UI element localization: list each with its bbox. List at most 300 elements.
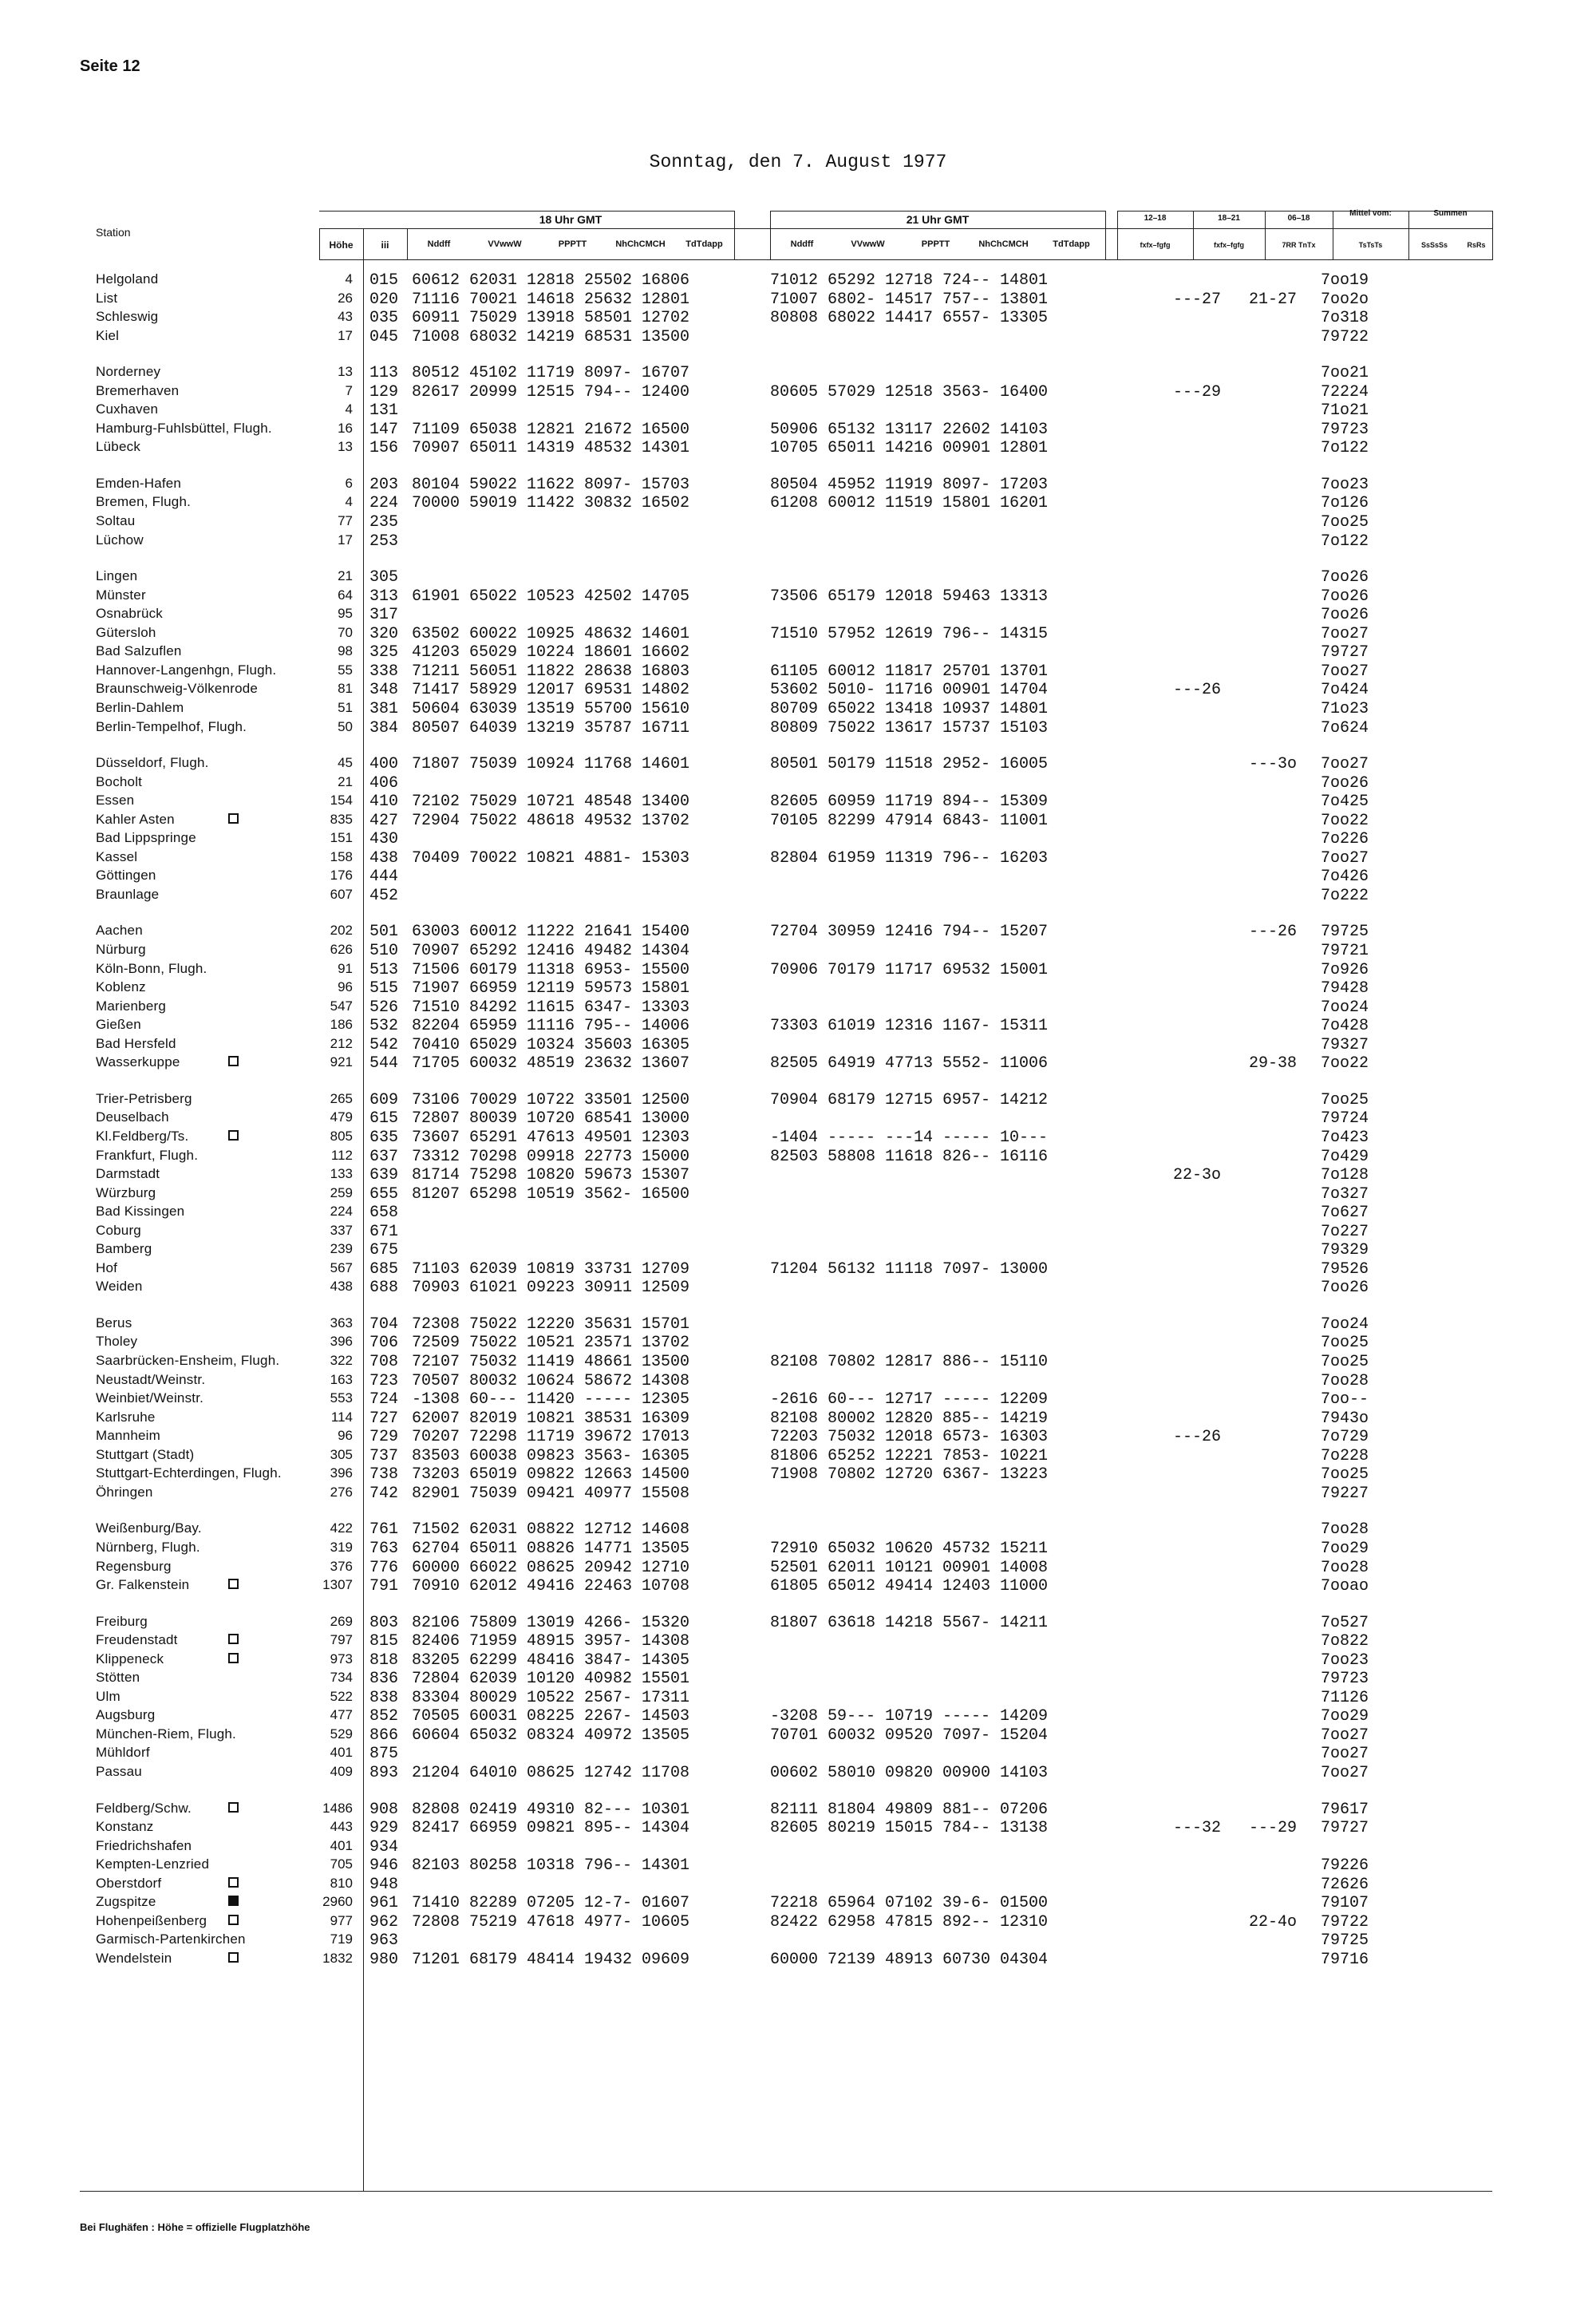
obs-21-utc: 72203 75032 12018 6573- 16303 (770, 1428, 1049, 1446)
station-name: Weißenburg/Bay. (96, 1520, 202, 1536)
station-id: 438 (369, 849, 399, 868)
precip-temp-06-18: 7o227 (1320, 1223, 1369, 1241)
precip-temp-06-18: 7oo25 (1320, 1353, 1369, 1371)
obs-21-utc: 82804 61959 11319 796-- 16203 (770, 849, 1049, 868)
obs-18-utc: 71502 62031 08822 12712 14608 (412, 1520, 690, 1539)
table-row (0, 681, 1596, 699)
station-height: 477 (330, 1707, 353, 1722)
table-row (0, 494, 1596, 512)
precip-temp-06-18: 7o822 (1320, 1632, 1369, 1651)
station-id: 836 (369, 1670, 399, 1688)
precip-temp-06-18: 7oo28 (1320, 1372, 1369, 1390)
station-height: 438 (330, 1279, 353, 1294)
station-name: Bad Kissingen (96, 1204, 185, 1219)
obs-18-utc: -1308 60--- 11420 ----- 12305 (412, 1390, 690, 1409)
table-row (0, 998, 1596, 1017)
divider-21-end (1105, 211, 1106, 260)
table-row (0, 1204, 1596, 1222)
table-row (0, 309, 1596, 327)
station-id: 305 (369, 568, 399, 587)
station-name: Bremen, Flugh. (96, 494, 192, 509)
station-height: 55 (338, 662, 353, 678)
station-height: 176 (330, 868, 353, 883)
station-name: Hof (96, 1260, 118, 1275)
station-id: 791 (369, 1577, 399, 1595)
station-name: Göttingen (96, 868, 156, 883)
table-row (0, 1876, 1596, 1894)
station-id: 637 (369, 1148, 399, 1166)
station-height: 401 (330, 1745, 353, 1760)
header-18-col-4: NhChCMCH (615, 239, 666, 249)
station-marker-icon (228, 1653, 239, 1663)
obs-18-utc: 21204 64010 08625 12742 11708 (412, 1764, 690, 1782)
obs-21-utc: 53602 5010- 11716 00901 14704 (770, 681, 1049, 699)
obs-18-utc: 72509 75022 10521 23571 13702 (412, 1334, 690, 1352)
obs-18-utc: 83304 80029 10522 2567- 17311 (412, 1689, 690, 1707)
station-name: Stuttgart-Echterdingen, Flugh. (96, 1465, 282, 1481)
table-row (0, 1707, 1596, 1726)
station-name: Helgoland (96, 271, 159, 287)
table-row (0, 1223, 1596, 1241)
station-marker-icon (228, 1802, 239, 1813)
table-row (0, 439, 1596, 457)
table-row (0, 568, 1596, 587)
station-marker-icon (228, 1634, 239, 1644)
station-name: Trier-Petrisberg (96, 1091, 192, 1106)
station-height: 26 (338, 291, 353, 306)
obs-18-utc: 82204 65959 11116 795-- 14006 (412, 1017, 690, 1035)
table-row (0, 625, 1596, 643)
obs-21-utc: 72218 65964 07102 39-6- 01500 (770, 1894, 1049, 1912)
table-row (0, 1129, 1596, 1147)
obs-21-utc: 82605 60959 11719 894-- 15309 (770, 793, 1049, 811)
station-name: Bamberg (96, 1241, 152, 1256)
station-name: Lingen (96, 568, 138, 583)
station-height: 114 (330, 1409, 353, 1425)
obs-21-utc: 82422 62958 47815 892-- 12310 (770, 1913, 1049, 1931)
header-summen: Summen (1433, 209, 1468, 218)
header-t1: 12–18 (1144, 214, 1167, 223)
station-name: Passau (96, 1764, 142, 1779)
station-id: 685 (369, 1260, 399, 1279)
table-row (0, 793, 1596, 811)
table-row (0, 812, 1596, 830)
obs-18-utc: 60604 65032 08324 40972 13505 (412, 1726, 690, 1745)
precip-temp-06-18: 7oo27 (1320, 849, 1369, 868)
precip-temp-06-18: 7o428 (1320, 1017, 1369, 1035)
table-row (0, 1726, 1596, 1745)
obs-18-utc: 72808 75219 47618 4977- 10605 (412, 1913, 690, 1931)
station-id: 410 (369, 793, 399, 811)
station-id: 724 (369, 1390, 399, 1409)
obs-18-utc: 82406 71959 48915 3957- 14308 (412, 1632, 690, 1651)
table-row (0, 1353, 1596, 1371)
table-row (0, 887, 1596, 905)
station-name: Düsseldorf, Flugh. (96, 755, 209, 770)
station-height: 112 (330, 1148, 353, 1163)
precip-temp-06-18: 7o126 (1320, 494, 1369, 512)
obs-18-utc: 70000 59019 11422 30832 16502 (412, 494, 690, 512)
table-row (0, 1651, 1596, 1670)
obs-21-utc: 80501 50179 11518 2952- 16005 (770, 755, 1049, 773)
obs-21-utc: 71908 70802 12720 6367- 13223 (770, 1465, 1049, 1484)
station-id: 235 (369, 513, 399, 532)
station-height: 401 (330, 1838, 353, 1853)
header-mittel: Mittel vom: (1349, 209, 1392, 218)
station-height: 973 (330, 1651, 353, 1666)
station-id: 962 (369, 1913, 399, 1931)
precip-temp-06-18: 7oo24 (1320, 998, 1369, 1017)
station-name: List (96, 291, 118, 306)
header-bottom-rule (319, 259, 1492, 260)
precip-temp-06-18: 7o627 (1320, 1204, 1369, 1222)
precip-temp-06-18: 7o426 (1320, 868, 1369, 886)
station-id: 893 (369, 1764, 399, 1782)
obs-21-utc: 50906 65132 13117 22602 14103 (770, 421, 1049, 439)
obs-21-utc: 80504 45952 11919 8097- 17203 (770, 476, 1049, 494)
table-row (0, 383, 1596, 401)
station-id: 020 (369, 291, 399, 309)
precip-temp-06-18: 7oo19 (1320, 271, 1369, 290)
precip-temp-06-18: 7o128 (1320, 1166, 1369, 1184)
obs-18-utc: 70907 65011 14319 48532 14301 (412, 439, 690, 457)
page-date: Sonntag, den 7. August 1977 (649, 152, 947, 172)
header-18-col-1: Nddff (427, 239, 451, 249)
obs-18-utc: 63502 60022 10925 48632 14601 (412, 625, 690, 643)
table-row (0, 1109, 1596, 1128)
station-height: 45 (338, 755, 353, 770)
table-row (0, 868, 1596, 886)
precip-temp-06-18: 7oo28 (1320, 1520, 1369, 1539)
station-name: Stötten (96, 1670, 140, 1685)
station-id: 980 (369, 1951, 399, 1969)
station-height: 305 (330, 1447, 353, 1462)
table-row (0, 1894, 1596, 1912)
station-id: 406 (369, 774, 399, 793)
station-marker-icon (228, 813, 239, 824)
station-name: Feldberg/Schw. (96, 1801, 192, 1816)
obs-18-utc: 71116 70021 14618 25632 12801 (412, 291, 690, 309)
precip-temp-06-18: 79723 (1320, 1670, 1369, 1688)
obs-21-utc: 82108 80002 12820 885-- 14219 (770, 1409, 1049, 1428)
header-21-uhr: 21 Uhr GMT (906, 213, 970, 226)
station-name: Wasserkuppe (96, 1054, 180, 1069)
header-top-rule (319, 211, 734, 212)
precip-temp-06-18: 79226 (1320, 1856, 1369, 1875)
station-name: Hamburg-Fuhlsbüttel, Flugh. (96, 421, 272, 436)
gust-12-18: ---32 (1172, 1819, 1221, 1837)
station-id: 129 (369, 383, 399, 401)
station-height: 977 (330, 1913, 353, 1928)
table-row (0, 1764, 1596, 1782)
header-sub-mittel: TsTsTs (1358, 241, 1383, 249)
obs-21-utc: 82505 64919 47713 5552- 11006 (770, 1054, 1049, 1073)
precip-temp-06-18: 71o23 (1320, 700, 1369, 718)
station-id: 320 (369, 625, 399, 643)
table-row (0, 643, 1596, 662)
precip-temp-06-18: 79329 (1320, 1241, 1369, 1259)
station-name: Bad Lippspringe (96, 830, 196, 845)
obs-18-utc: 70409 70022 10821 4881- 15303 (412, 849, 690, 868)
precip-temp-06-18: 79722 (1320, 328, 1369, 346)
precip-temp-06-18: 7o423 (1320, 1129, 1369, 1147)
station-marker-icon (228, 1915, 239, 1925)
station-name: Hohenpeißenberg (96, 1913, 207, 1928)
obs-21-utc: -1404 ----- ---14 ----- 10--- (770, 1129, 1049, 1147)
precip-temp-06-18: 7oo29 (1320, 1540, 1369, 1558)
station-id: 658 (369, 1204, 399, 1222)
obs-18-utc: 70207 72298 11719 39672 17013 (412, 1428, 690, 1446)
station-id: 501 (369, 923, 399, 941)
station-id: 688 (369, 1279, 399, 1297)
obs-18-utc: 60612 62031 12818 25502 16806 (412, 271, 690, 290)
station-id: 948 (369, 1876, 399, 1894)
header-s1: fxfx–fgfg (1140, 241, 1171, 249)
table-row (0, 1951, 1596, 1969)
gust-12-18: ---27 (1172, 291, 1221, 309)
table-row (0, 1390, 1596, 1409)
precip-temp-06-18: 7oo23 (1320, 476, 1369, 494)
obs-18-utc: 80512 45102 11719 8097- 16707 (412, 364, 690, 382)
station-name: Berus (96, 1315, 132, 1330)
station-height: 16 (338, 421, 353, 436)
station-marker-icon (228, 1877, 239, 1888)
table-row (0, 1315, 1596, 1334)
station-id: 045 (369, 328, 399, 346)
station-name: Neustadt/Weinstr. (96, 1372, 206, 1387)
obs-21-utc: 72910 65032 10620 45732 15211 (770, 1540, 1049, 1558)
header-sub-sum2: RsRs (1467, 241, 1486, 249)
header-t3: 06–18 (1287, 214, 1310, 223)
obs-21-utc: 00602 58010 09820 00900 14103 (770, 1764, 1049, 1782)
station-id: 776 (369, 1559, 399, 1577)
station-name: Gr. Falkenstein (96, 1577, 190, 1592)
obs-18-utc: 41203 65029 10224 18601 16602 (412, 643, 690, 662)
station-height: 259 (330, 1185, 353, 1200)
station-height: 81 (338, 681, 353, 696)
precip-temp-06-18: 7oo25 (1320, 1334, 1369, 1352)
obs-18-utc: 72904 75022 48618 49532 13702 (412, 812, 690, 830)
header-top-rule-21 (770, 211, 1105, 212)
obs-18-utc: 62007 82019 10821 38531 16309 (412, 1409, 690, 1428)
station-height: 202 (330, 923, 353, 938)
station-id: 961 (369, 1894, 399, 1912)
table-row (0, 1520, 1596, 1539)
station-height: 396 (330, 1334, 353, 1349)
table-row (0, 719, 1596, 737)
obs-18-utc: 60000 66022 08625 20942 12710 (412, 1559, 690, 1577)
station-id: 671 (369, 1223, 399, 1241)
obs-18-utc: 62704 65011 08826 14771 13505 (412, 1540, 690, 1558)
header-18-uhr: 18 Uhr GMT (539, 213, 602, 226)
precip-temp-06-18: 7o729 (1320, 1428, 1369, 1446)
station-id: 875 (369, 1745, 399, 1763)
divider-18-end (734, 211, 735, 260)
obs-21-utc: 82605 80219 15015 784-- 13138 (770, 1819, 1049, 1837)
station-height: 17 (338, 328, 353, 343)
precip-temp-06-18: 7oo-- (1320, 1390, 1369, 1409)
station-id: 803 (369, 1614, 399, 1632)
obs-18-utc: 82106 75809 13019 4266- 15320 (412, 1614, 690, 1632)
station-height: 553 (330, 1390, 353, 1406)
station-height: 269 (330, 1614, 353, 1629)
station-name: Berlin-Tempelhof, Flugh. (96, 719, 247, 734)
station-name: Kahler Asten (96, 812, 175, 827)
table-row (0, 1334, 1596, 1352)
table-row (0, 1913, 1596, 1931)
obs-18-utc: 82417 66959 09821 895-- 14304 (412, 1819, 690, 1837)
station-id: 313 (369, 587, 399, 606)
station-name: Tholey (96, 1334, 138, 1349)
obs-18-utc: 70410 65029 10324 35603 16305 (412, 1036, 690, 1054)
table-row (0, 1540, 1596, 1558)
station-height: 265 (330, 1091, 353, 1106)
obs-21-utc: 71012 65292 12718 724-- 14801 (770, 271, 1049, 290)
station-name: Bocholt (96, 774, 143, 789)
table-row (0, 1260, 1596, 1279)
precip-temp-06-18: 79327 (1320, 1036, 1369, 1054)
obs-18-utc: 81714 75298 10820 59673 15307 (412, 1166, 690, 1184)
station-name: Zugspitze (96, 1894, 156, 1909)
station-id: 609 (369, 1091, 399, 1109)
table-row (0, 1447, 1596, 1465)
station-height: 443 (330, 1819, 353, 1834)
obs-18-utc: 70507 80032 10624 58672 14308 (412, 1372, 690, 1390)
station-name: Kiel (96, 328, 120, 343)
station-height: 805 (330, 1129, 353, 1144)
station-id: 317 (369, 606, 399, 624)
station-id: 532 (369, 1017, 399, 1035)
table-row (0, 1745, 1596, 1763)
obs-18-utc: 71510 84292 11615 6347- 13303 (412, 998, 690, 1017)
precip-temp-06-18: 7oo25 (1320, 513, 1369, 532)
divider-r6 (1492, 211, 1493, 260)
station-name: Münster (96, 587, 146, 603)
station-id: 156 (369, 439, 399, 457)
obs-21-utc: 71007 6802- 14517 757-- 13801 (770, 291, 1049, 309)
station-id: 761 (369, 1520, 399, 1539)
obs-21-utc: 70701 60032 09520 7097- 15204 (770, 1726, 1049, 1745)
station-height: 4 (345, 271, 353, 287)
station-name: Wendelstein (96, 1951, 172, 1966)
station-id: 427 (369, 812, 399, 830)
table-row (0, 1559, 1596, 1577)
station-name: Aachen (96, 923, 143, 938)
station-name: Bremerhaven (96, 383, 180, 398)
precip-temp-06-18: 7oo2o (1320, 291, 1369, 309)
table-row (0, 849, 1596, 868)
table-row (0, 1241, 1596, 1259)
station-id: 635 (369, 1129, 399, 1147)
obs-18-utc: 70903 61021 09223 30911 12509 (412, 1279, 690, 1297)
table-row (0, 1577, 1596, 1595)
gust-18-21: ---29 (1248, 1819, 1297, 1837)
obs-18-utc: 73607 65291 47613 49501 12303 (412, 1129, 690, 1147)
station-id: 815 (369, 1632, 399, 1651)
station-id: 452 (369, 887, 399, 905)
table-row (0, 1054, 1596, 1073)
precip-temp-06-18: 72224 (1320, 383, 1369, 401)
station-id: 852 (369, 1707, 399, 1726)
precip-temp-06-18: 7oo25 (1320, 1091, 1369, 1109)
precip-temp-06-18: 79617 (1320, 1801, 1369, 1819)
header-station: Station (96, 226, 131, 239)
obs-21-utc: 81807 63618 14218 5567- 14211 (770, 1614, 1049, 1632)
station-height: 43 (338, 309, 353, 324)
obs-18-utc: 71109 65038 12821 21672 16500 (412, 421, 690, 439)
obs-18-utc: 70910 62012 49416 22463 10708 (412, 1577, 690, 1595)
station-height: 409 (330, 1764, 353, 1779)
table-row (0, 1036, 1596, 1054)
station-id: 338 (369, 662, 399, 681)
station-height: 51 (338, 700, 353, 715)
station-id: 113 (369, 364, 399, 382)
station-height: 705 (330, 1856, 353, 1872)
station-height: 422 (330, 1520, 353, 1536)
precip-temp-06-18: 7o228 (1320, 1447, 1369, 1465)
station-name: Nürnberg, Flugh. (96, 1540, 200, 1555)
obs-18-utc: 71410 82289 07205 12-7- 01607 (412, 1894, 690, 1912)
table-row (0, 662, 1596, 681)
station-id: 729 (369, 1428, 399, 1446)
precip-temp-06-18: 7oo27 (1320, 1726, 1369, 1745)
obs-18-utc: 71907 66959 12119 59573 15801 (412, 979, 690, 998)
station-id: 742 (369, 1485, 399, 1503)
station-id: 513 (369, 961, 399, 979)
header-iii: iii (381, 239, 389, 251)
station-height: 363 (330, 1315, 353, 1330)
obs-18-utc: 72102 75029 10721 48548 13400 (412, 793, 690, 811)
table-row (0, 364, 1596, 382)
station-height: 835 (330, 812, 353, 827)
precip-temp-06-18: 71o21 (1320, 401, 1369, 420)
station-name: Schleswig (96, 309, 159, 324)
table-row (0, 1091, 1596, 1109)
obs-18-utc: 80507 64039 13219 35787 16711 (412, 719, 690, 737)
station-height: 529 (330, 1726, 353, 1742)
station-id: 384 (369, 719, 399, 737)
station-height: 50 (338, 719, 353, 734)
station-name: Mannheim (96, 1428, 160, 1443)
obs-18-utc: 80104 59022 11622 8097- 15703 (412, 476, 690, 494)
station-name: Lüchow (96, 532, 144, 548)
obs-21-utc: 82108 70802 12817 886-- 15110 (770, 1353, 1049, 1371)
obs-18-utc: 71201 68179 48414 19432 09609 (412, 1951, 690, 1969)
station-id: 224 (369, 494, 399, 512)
obs-21-utc: 70906 70179 11717 69532 15001 (770, 961, 1049, 979)
station-id: 727 (369, 1409, 399, 1428)
station-id: 510 (369, 942, 399, 960)
station-name: Oberstdorf (96, 1876, 162, 1891)
obs-18-utc: 83503 60038 09823 3563- 16305 (412, 1447, 690, 1465)
station-id: 704 (369, 1315, 399, 1334)
station-id: 444 (369, 868, 399, 886)
precip-temp-06-18: 7oo27 (1320, 625, 1369, 643)
station-id: 738 (369, 1465, 399, 1484)
station-height: 13 (338, 364, 353, 379)
station-id: 515 (369, 979, 399, 998)
header-hoehe: Höhe (329, 239, 354, 251)
station-id: 838 (369, 1689, 399, 1707)
station-height: 186 (330, 1017, 353, 1032)
divider-r5 (1408, 211, 1409, 260)
obs-21-utc: 82111 81804 49809 881-- 07206 (770, 1801, 1049, 1819)
station-name: Kassel (96, 849, 138, 864)
station-height: 547 (330, 998, 353, 1014)
obs-18-utc: 70505 60031 08225 2267- 14503 (412, 1707, 690, 1726)
obs-18-utc: 83205 62299 48416 3847- 14305 (412, 1651, 690, 1670)
obs-21-utc: 73506 65179 12018 59463 13313 (770, 587, 1049, 606)
